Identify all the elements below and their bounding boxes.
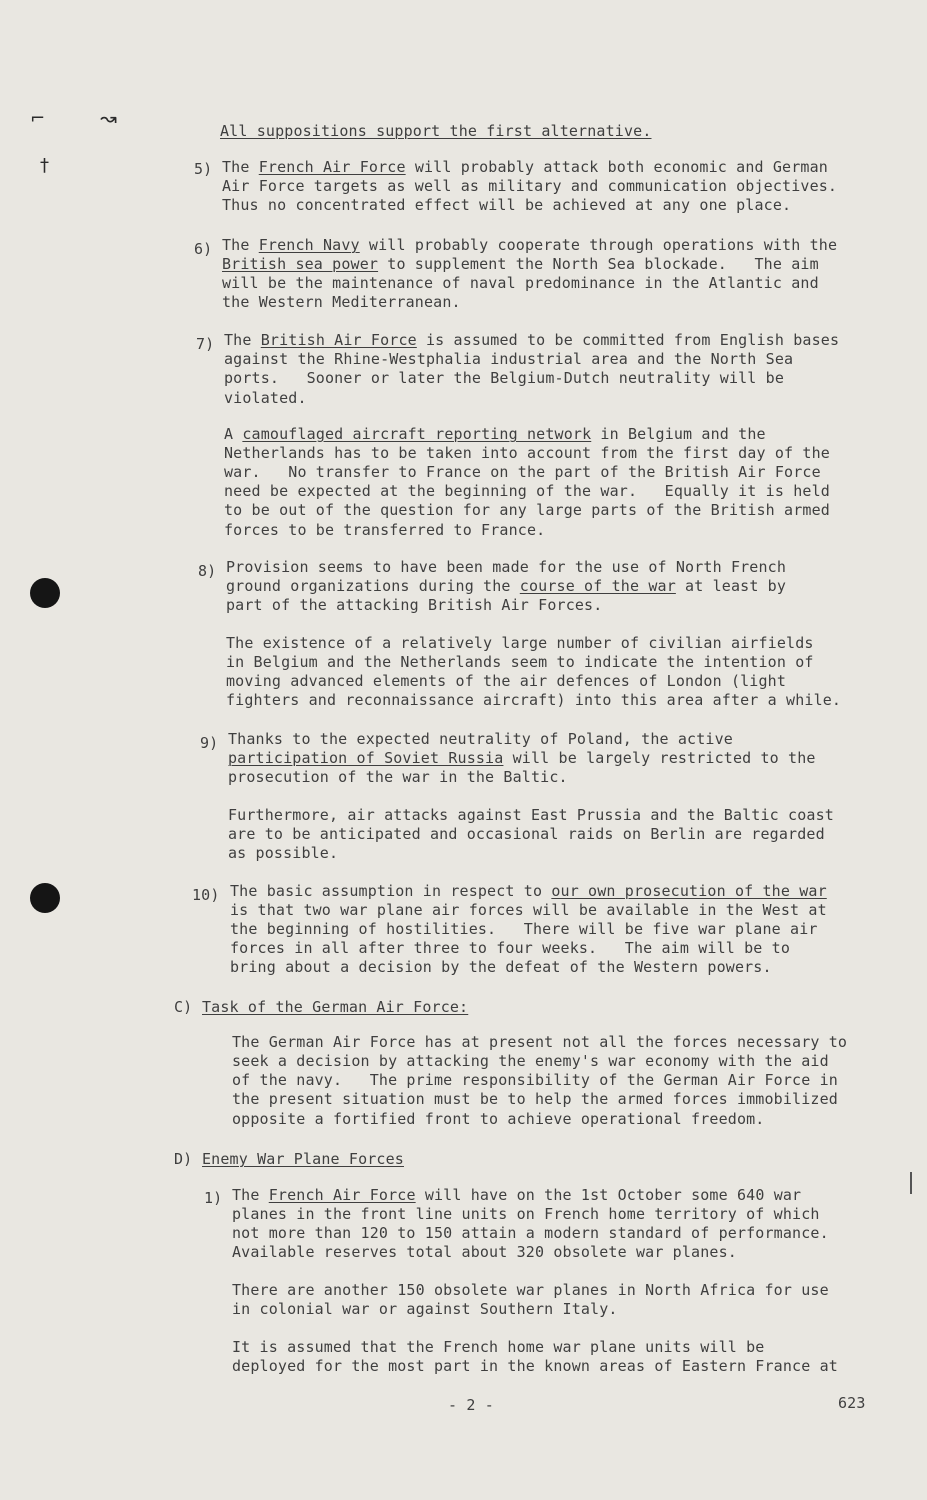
paragraph-10-line-3: the beginning of hostilities. There will be five war plane air bbox=[230, 920, 818, 938]
section-d-paragraph-1-number: 1) bbox=[204, 1189, 223, 1207]
paragraph-8b-line-3: moving advanced elements of the air defences of London (light bbox=[226, 672, 787, 690]
paragraph-8-line-3: part of the attacking British Air Forces. bbox=[226, 596, 603, 614]
section-d-paragraph-1-line-2: planes in the front line units on French home territory of which bbox=[232, 1205, 820, 1223]
paragraph-8-line-2: ground organizations during the course of the war at least by bbox=[226, 577, 787, 595]
paragraph-9b-line-2: are to be anticipated and occasional raids on Berlin are regarded bbox=[228, 825, 825, 843]
section-d-title: Enemy War Plane Forces bbox=[202, 1150, 404, 1168]
margin-tick-mark: ⌐ bbox=[30, 108, 46, 129]
section-c-line-5: opposite a fortified front to achieve operational freedom. bbox=[232, 1110, 765, 1128]
section-d-paragraph-1b-line-1: There are another 150 obsolete war planes in North Africa for use bbox=[232, 1281, 829, 1299]
paragraph-7-line-4: violated. bbox=[224, 389, 307, 407]
paragraph-8-number: 8) bbox=[198, 562, 217, 580]
section-c-label: C) bbox=[174, 998, 193, 1016]
section-d-label: D) bbox=[174, 1150, 193, 1168]
paragraph-5-line-1: The French Air Force will probably attack both economic and German bbox=[222, 158, 828, 176]
paragraph-9b-line-3: as possible. bbox=[228, 844, 339, 862]
paragraph-8b-line-4: fighters and reconnaissance aircraft) into this area after a while. bbox=[226, 691, 842, 709]
paragraph-10-line-1: The basic assumption in respect to our own prosecution of the war bbox=[230, 882, 827, 900]
paragraph-10-line-4: forces in all after three to four weeks. The aim will be to bbox=[230, 939, 791, 957]
paragraph-9-line-1: Thanks to the expected neutrality of Poland, the active bbox=[228, 730, 733, 748]
section-c-line-3: of the navy. The prime responsibility of the German Air Force in bbox=[232, 1071, 838, 1089]
paragraph-7-number: 7) bbox=[196, 335, 215, 353]
punch-hole-top bbox=[30, 578, 60, 608]
paragraph-7b-line-2: Netherlands has to be taken into account from the first day of the bbox=[224, 444, 830, 462]
section-c-line-1: The German Air Force has at present not all the forces necessary to bbox=[232, 1033, 848, 1051]
scan-artifact-line bbox=[910, 1172, 912, 1194]
paragraph-7-line-1: The British Air Force is assumed to be committed from English bases bbox=[224, 331, 840, 349]
paragraph-9-line-3: prosecution of the war in the Baltic. bbox=[228, 768, 568, 786]
page-number: - 2 - bbox=[448, 1396, 494, 1414]
paragraph-8b-line-1: The existence of a relatively large number of civilian airfields bbox=[226, 634, 814, 652]
paragraph-7b-line-4: need be expected at the beginning of the war. Equally it is held bbox=[224, 482, 830, 500]
paragraph-7-line-2: against the Rhine-Westphalia industrial area and the North Sea bbox=[224, 350, 794, 368]
margin-arrow-mark: † bbox=[40, 155, 49, 176]
paragraph-5-number: 5) bbox=[194, 160, 213, 178]
paragraph-6-line-4: the Western Mediterranean. bbox=[222, 293, 461, 311]
section-d-paragraph-1-line-1: The French Air Force will have on the 1st October some 640 war bbox=[232, 1186, 802, 1204]
paragraph-7b-line-1: A camouflaged aircraft reporting network in Belgium and the bbox=[224, 425, 766, 443]
section-d-paragraph-1-line-3: not more than 120 to 150 attain a modern standard of performance. bbox=[232, 1224, 829, 1242]
section-c-line-4: the present situation must be to help the armed forces immobilized bbox=[232, 1090, 838, 1108]
section-c-line-2: seek a decision by attacking the enemy's war economy with the aid bbox=[232, 1052, 829, 1070]
paragraph-5-line-3: Thus no concentrated effect will be achieved at any one place. bbox=[222, 196, 792, 214]
paragraph-6-line-2: British sea power to supplement the North Sea blockade. The aim bbox=[222, 255, 819, 273]
paragraph-10-line-2: is that two war plane air forces will be available in the West at bbox=[230, 901, 827, 919]
paragraph-9-number: 9) bbox=[200, 734, 219, 752]
paragraph-5-line-2: Air Force targets as well as military and communication objectives. bbox=[222, 177, 838, 195]
paragraph-8b-line-2: in Belgium and the Netherlands seem to indicate the intention of bbox=[226, 653, 814, 671]
paragraph-6-line-1: The French Navy will probably cooperate through operations with the bbox=[222, 236, 838, 254]
paragraph-7b-line-3: war. No transfer to France on the part of the British Air Force bbox=[224, 463, 821, 481]
paragraph-6-line-3: will be the maintenance of naval predominance in the Atlantic and bbox=[222, 274, 819, 292]
section-d-paragraph-1-line-4: Available reserves total about 320 obsolete war planes. bbox=[232, 1243, 737, 1261]
paragraph-10-number: 10) bbox=[192, 886, 220, 904]
paragraph-7b-line-6: forces to be transferred to France. bbox=[224, 521, 546, 539]
section-d-paragraph-1b-line-2: in colonial war or against Southern Italy. bbox=[232, 1300, 618, 1318]
margin-check-mark: ↝ bbox=[100, 106, 117, 130]
archive-number: 623 bbox=[838, 1394, 866, 1412]
paragraph-10-line-5: bring about a decision by the defeat of the Western powers. bbox=[230, 958, 772, 976]
paragraph-7b-line-5: to be out of the question for any large parts of the British armed bbox=[224, 501, 830, 519]
paragraph-7-line-3: ports. Sooner or later the Belgium-Dutch neutrality will be bbox=[224, 369, 785, 387]
paragraph-9b-line-1: Furthermore, air attacks against East Prussia and the Baltic coast bbox=[228, 806, 834, 824]
section-d-paragraph-1c-line-2: deployed for the most part in the known areas of Eastern France at bbox=[232, 1357, 838, 1375]
section-c-title: Task of the German Air Force: bbox=[202, 998, 469, 1016]
paragraph-9-line-2: participation of Soviet Russia will be largely restricted to the bbox=[228, 749, 816, 767]
section-d-paragraph-1c-line-1: It is assumed that the French home war plane units will be bbox=[232, 1338, 765, 1356]
punch-hole-bottom bbox=[30, 883, 60, 913]
paragraph-6-number: 6) bbox=[194, 240, 213, 258]
paragraph-8-line-1: Provision seems to have been made for the use of North French bbox=[226, 558, 787, 576]
section-heading: All suppositions support the first alternative. bbox=[220, 122, 652, 140]
